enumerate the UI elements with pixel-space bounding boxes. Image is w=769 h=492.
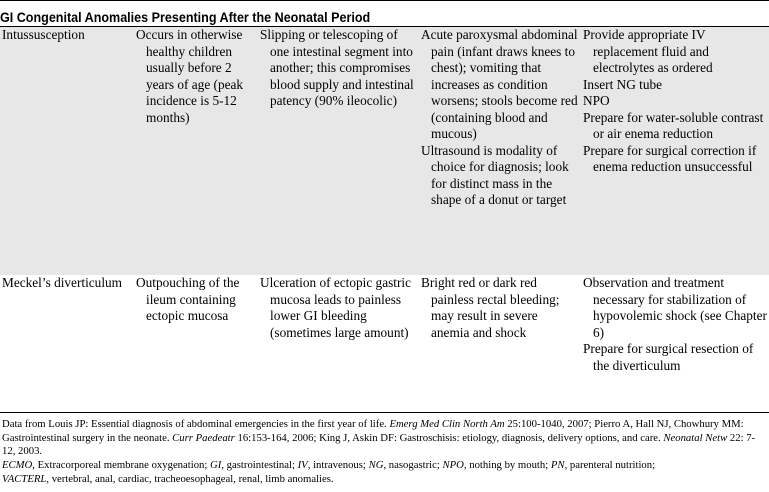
care-item: Prepare for surgical resection of the diverticulum xyxy=(583,341,754,373)
condition-name: Meckel’s diverticulum xyxy=(2,275,123,290)
care-item: Prepare for surgical correction if enema reduction unsuccessful xyxy=(583,142,757,174)
footnote-rule xyxy=(0,412,769,413)
pathophysiology: Slipping or telescoping of one intestinal segment into another; this compromises blood supply and intestinal patency (90% ileocolic) xyxy=(260,27,414,108)
abbreviations-footnote: ECMO, Extracorporeal membrane oxygenation; GI, gastrointestinal; IV, intravenous; NG, nasogastric; NPO, nothing by mouth; PN, parenteral nutrition; VACTERL, vertebral, anal, cardiac, tracheoesophageal, renal, limb anomalies. xyxy=(2,459,656,485)
top-rule xyxy=(0,0,769,7)
care-item: Observation and treatment necessary for stabilization of hypovolemic shock (see Chapter 6) xyxy=(583,275,767,340)
finding: Bright red or dark red painless rectal bleeding; may result in severe anemia and shock xyxy=(421,275,560,340)
clinical-findings xyxy=(421,275,579,341)
source-footnote: Data from Louis JP: Essential diagnosis of abdominal emergencies in the first year of life. Emerg Med Clin North Am 25:100-1040, 2007; Pierro A, Hall NJ, Chowhury MM: Gastrointestinal surgery in the neonate. Curr Paedeatr 16:153-164, 2006; King J, Askin DF: Gastroschisis: etiology, diagnosis, delivery options, and care. Neonatal Netw 22: 7-12, 2003. xyxy=(2,418,756,457)
condition-name: Intussusception xyxy=(2,27,85,42)
pathophysiology: Ulceration of ectopic gastric mucosa leads to painless lower GI bleeding (sometimes large amount) xyxy=(260,275,411,340)
care-item: Provide appropriate IV replacement fluid and electrolytes as ordered xyxy=(583,27,713,75)
clinical-findings xyxy=(421,27,579,209)
table-title: GI Congenital Anomalies Presenting After the Neonatal Period xyxy=(0,10,371,25)
care-item: NPO xyxy=(583,93,610,108)
age-description: Outpouching of the ileum containing ectopic mucosa xyxy=(136,275,240,323)
care-item: Prepare for water-soluble contrast or air enema reduction xyxy=(583,109,764,141)
table-row-meckels xyxy=(0,275,769,412)
nursing-care xyxy=(583,27,767,176)
nursing-care xyxy=(583,275,767,374)
age-description: Occurs in otherwise healthy children usually before 2 years of age (peak incidence is 5-12 months) xyxy=(136,27,244,125)
finding: Acute paroxysmal abdominal pain (infant draws knees to chest); vomiting that increases as condition worsens; stools become red (containing blood and mucous) xyxy=(421,27,578,141)
finding: Ultrasound is modality of choice for diagnosis; look for distinct mass in the shape of a donut or target xyxy=(421,142,569,207)
table-row-intussusception xyxy=(0,26,769,276)
care-item: Insert NG tube xyxy=(583,76,663,92)
